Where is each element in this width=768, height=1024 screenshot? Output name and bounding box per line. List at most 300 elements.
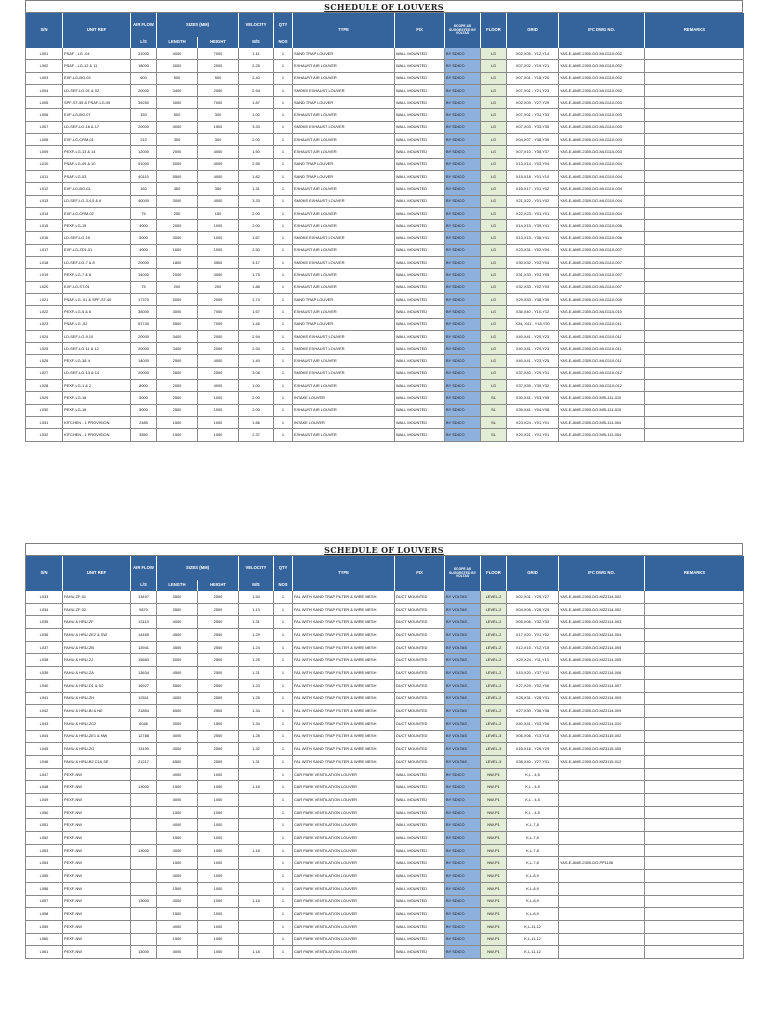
cell-air-flow: 75 [131,281,157,293]
cell-scope: BY SDICO [445,355,481,367]
cell-height: 7000 [198,97,239,109]
cell-grid: X40,X41 - Y20,Y23 [507,330,559,342]
cell-sn: L021 [26,293,63,305]
cell-scope: BY SDICO [445,318,481,330]
cell-unit-ref: PSAF-LG- 01 & SPF-ST-40 [63,293,131,305]
cell-fix: DUCT MOUNTED [395,717,445,730]
cell-height: 4000 [198,158,239,170]
cell-remarks [645,794,744,807]
cell-unit-ref: FAHU & HRU-ZE1 & NW [63,730,131,743]
cell-type: EXHAUST AIR LOUVER [293,207,395,219]
cell-grid: K,L-7,8 [507,832,559,845]
cell-ifc-dwg-no [559,794,645,807]
table-row [26,306,744,318]
cell-remarks [645,306,744,318]
cell-scope: BY SDICO [445,832,481,845]
cell-remarks [645,60,744,72]
cell-velocity: 1.67 [239,306,274,318]
table-row [26,293,744,305]
table-row [26,380,744,392]
cell-remarks [645,857,744,870]
louver-schedule-2 [25,543,743,959]
cell-length: 1500 [157,882,198,895]
cell-unit-ref: LD-SEF-LG-9,10 [63,330,131,342]
cell-fix: WALL MOUNTED [395,134,445,146]
cell-grid: X23,X31 - Y02,Y04 [507,244,559,256]
cell-air-flow: 160 [131,183,157,195]
cell-velocity: 1.88 [239,281,274,293]
cell-sn: L037 [26,641,63,654]
cell-scope: BY SDICO [445,882,481,895]
cell-height: 1000 [198,781,239,794]
cell-velocity: 1.67 [239,232,274,244]
cell-length: 5500 [157,170,198,182]
cell-air-flow: 13000 [131,895,157,908]
cell-sn: L012 [26,183,63,195]
cell-type: SAND TRAP LOUVER [293,293,395,305]
cell-unit-ref: LD-SEF-LG-7 & 8 [63,257,131,269]
cell-sn: L035 [26,616,63,629]
cell-remarks [645,603,744,616]
cell-velocity: 2.40 [239,72,274,84]
cell-velocity: 2.25 [239,60,274,72]
cell-ifc-dwg-no [559,870,645,883]
cell-velocity: 1.31 [239,183,274,195]
cell-ifc-dwg-no: YAS-E-AME-2300-DG-MLG110-004 [559,183,645,195]
cell-unit-ref: PEXF-LG-16 [63,404,131,416]
cell-air-flow: 20000 [131,343,157,355]
cell-type: EXHAUST AIR LOUVER [293,306,395,318]
cell-qty: 1 [274,603,293,616]
cell-length: 4000 [157,794,198,807]
cell-sn: L007 [26,121,63,133]
cell-remarks [645,146,744,158]
cell-length: 1600 [157,244,198,256]
cell-ifc-dwg-no: YAS-E-AME-2300-DG-MLG110-006 [559,220,645,232]
cell-remarks [645,367,744,379]
cell-height: 2500 [198,755,239,768]
table-row [26,244,744,256]
cell-velocity: 1.74 [239,293,274,305]
cell-type: EXHAUST AIR LOUVER [293,355,395,367]
cell-sn: L051 [26,819,63,832]
header-qty: QTY [274,556,293,580]
cell-air-flow [131,908,157,921]
cell-air-flow [131,819,157,832]
cell-unit-ref: LD-SEF-LG-3,4,5 & 6 [63,195,131,207]
cell-grid: X16,X16 - Y26,Y29 [507,743,559,756]
cell-sn: L044 [26,730,63,743]
cell-sn: L056 [26,882,63,895]
cell-air-flow: 2485 [131,416,157,428]
cell-floor: LEVEL-2 [481,692,507,705]
cell-grid: X21,X22 - Y01,Y02 [507,195,559,207]
cell-floor: LEVEL-2 [481,654,507,667]
cell-type: FAL WITH SAND TRAP FILTER & WIRE MESH [293,755,395,768]
cell-unit-ref: PEXF-NW [63,794,131,807]
cell-velocity: 2.00 [239,404,274,416]
cell-velocity: 1.25 [239,654,274,667]
cell-fix: WALL MOUNTED [395,220,445,232]
cell-sn: L046 [26,755,63,768]
header-fix: FIX [395,13,445,48]
cell-fix: WALL MOUNTED [395,806,445,819]
table-row [26,48,744,60]
cell-floor: LEVEL-3 [481,743,507,756]
cell-floor: NW-P1 [481,781,507,794]
cell-ifc-dwg-no [559,819,645,832]
cell-unit-ref: PEXF-NW [63,832,131,845]
cell-type: SAND TRAP LOUVER [293,318,395,330]
cell-unit-ref: PEXF-NW [63,946,131,959]
cell-unit-ref: PSAF - LG -04 [63,48,131,60]
cell-height: 2500 [198,705,239,718]
cell-fix: WALL MOUNTED [395,355,445,367]
cell-fix: WALL MOUNTED [395,343,445,355]
cell-remarks [645,72,744,84]
cell-ifc-dwg-no: YAS-E-AME-2300-DG-MLG110-011 [559,330,645,342]
cell-scope: BY VOLTAS [445,591,481,604]
cell-length: 3000 [157,232,198,244]
cell-unit-ref: PEXF-LG-15 [63,220,131,232]
cell-ifc-dwg-no [559,908,645,921]
cell-air-flow: 13497 [131,591,157,604]
cell-qty: 1 [274,367,293,379]
cell-height: 4000 [198,355,239,367]
cell-length: 1500 [157,806,198,819]
cell-fix: WALL MOUNTED [395,72,445,84]
cell-type: FAL WITH SAND TRAP FILTER & WIRE MESH [293,730,395,743]
cell-remarks [645,882,744,895]
cell-height: 300 [198,109,239,121]
table-row [26,616,744,629]
cell-ifc-dwg-no: YAS-E-AME-2300-DG-MLG110-004 [559,170,645,182]
cell-velocity: 2.00 [239,134,274,146]
table-row [26,705,744,718]
cell-scope: BY SDICO [445,380,481,392]
cell-ifc-dwg-no: YAS-E-AME-2300-DG-MLG110-011 [559,355,645,367]
cell-type: CAR PARK VENTILATION LOUVER [293,819,395,832]
header-ifc-dwg-no: IFC DWG NO. [559,556,645,591]
cell-height: 1000 [198,946,239,959]
cell-grid: X07,X01 - Y31,Y33 [507,109,559,121]
table-row [26,730,744,743]
cell-fix: WALL MOUNTED [395,392,445,404]
cell-grid: X32,X33 - Y02,Y03 [507,281,559,293]
cell-scope: BY VOLTAS [445,692,481,705]
table-row [26,603,744,616]
cell-type: FAL WITH SAND TRAP FILTER & WIRE MESH [293,717,395,730]
table-row [26,146,744,158]
cell-sn: L057 [26,895,63,908]
cell-velocity: 1.24 [239,641,274,654]
cell-grid: X40,X41 - Y03,Y06 [507,717,559,730]
cell-sn: L061 [26,946,63,959]
cell-sn: L034 [26,603,63,616]
cell-ifc-dwg-no: YAS-E-AME-2300-DG-MZ2114-005 [559,641,645,654]
cell-ifc-dwg-no: YAS-E-AME-2300-DG-MLG110-007 [559,244,645,256]
cell-remarks [645,220,744,232]
table-row [26,281,744,293]
cell-qty: 1 [274,220,293,232]
table-row [26,946,744,959]
cell-scope: BY SDICO [445,121,481,133]
cell-unit-ref: PEXF-NW [63,933,131,946]
cell-unit-ref: PEXF-NW [63,895,131,908]
cell-unit-ref: PSAF-LG -02 [63,318,131,330]
cell-scope: BY SDICO [445,870,481,883]
cell-unit-ref: FAHU & HRU-ZC2 [63,717,131,730]
cell-grid: X31,X33 - Y03,Y05 [507,269,559,281]
cell-remarks [645,933,744,946]
cell-floor: LG [481,306,507,318]
cell-air-flow [131,857,157,870]
cell-ifc-dwg-no: YAS-E-AME-2300-DG-MZ2114-006 [559,667,645,680]
cell-sn: L048 [26,781,63,794]
cell-remarks [645,392,744,404]
cell-air-flow: 35000 [131,306,157,318]
cell-height: 3500 [198,257,239,269]
cell-velocity [239,768,274,781]
cell-sn: L010 [26,158,63,170]
cell-air-flow [131,832,157,845]
cell-unit-ref: FAHU & HRU-B2,C1& SE [63,755,131,768]
cell-type: SAND TRAP LOUVER [293,97,395,109]
cell-ifc-dwg-no [559,933,645,946]
cell-height: 1500 [198,121,239,133]
table-row [26,895,744,908]
table-row [26,318,744,330]
cell-ifc-dwg-no [559,768,645,781]
cell-grid: K,L-8,9 [507,908,559,921]
cell-grid: X06,X06 - Y13,Y18 [507,730,559,743]
cell-type: FAL WITH SAND TRAP FILTER & WIRE MESH [293,654,395,667]
cell-remarks [645,667,744,680]
cell-grid: X02,X09 - Y27,Y29 [507,97,559,109]
cell-qty: 1 [274,806,293,819]
cell-remarks [645,806,744,819]
cell-velocity: 2.94 [239,330,274,342]
cell-length: 2000 [157,220,198,232]
cell-ifc-dwg-no: YAS-E-AME-2300-DG-MLG110-012 [559,367,645,379]
cell-velocity: 1.00 [239,380,274,392]
cell-sn: L004 [26,84,63,96]
cell-remarks [645,730,744,743]
cell-height: 4000 [198,269,239,281]
cell-height: 2000 [198,293,239,305]
cell-height: 200 [198,281,239,293]
cell-sn: L053 [26,844,63,857]
cell-grid: X02,X01 - Y25,Y27 [507,591,559,604]
cell-ifc-dwg-no [559,844,645,857]
cell-qty: 1 [274,355,293,367]
cell-air-flow: 600 [131,72,157,84]
table-row [26,195,744,207]
cell-scope: BY SDICO [445,60,481,72]
cell-sn: L058 [26,908,63,921]
cell-sn: L025 [26,343,63,355]
cell-velocity: 1.13 [239,603,274,616]
cell-height: 2000 [198,84,239,96]
cell-sn: L042 [26,705,63,718]
cell-height: 1000 [198,232,239,244]
cell-length: 5000 [157,654,198,667]
cell-qty: 1 [274,330,293,342]
cell-remarks [645,343,744,355]
cell-grid: K,L-8,9 [507,895,559,908]
cell-fix: DUCT MOUNTED [395,641,445,654]
cell-grid: X38,X40 - Y10-Y12 [507,306,559,318]
cell-unit-ref: LD-SEF-LG-15 [63,232,131,244]
cell-ifc-dwg-no: YAS-E-AME-2300-DG-MLG110-004 [559,207,645,219]
cell-height: 1000 [198,920,239,933]
cell-sn: L005 [26,97,63,109]
cell-length: 6500 [157,755,198,768]
cell-sn: L047 [26,768,63,781]
cell-fix: WALL MOUNTED [395,257,445,269]
cell-type: CAR PARK VENTILATION LOUVER [293,844,395,857]
cell-fix: WALL MOUNTED [395,195,445,207]
cell-sn: L019 [26,269,63,281]
header-qty-unit: NOS [274,580,293,591]
cell-scope: BY SDICO [445,895,481,908]
cell-ifc-dwg-no: YAS-E-AME-2300-DG-MLG110-004 [559,158,645,170]
cell-qty: 1 [274,207,293,219]
cell-air-flow [131,806,157,819]
table-row [26,134,744,146]
cell-unit-ref: PEXF-NW [63,768,131,781]
cell-air-flow: 21854 [131,705,157,718]
cell-remarks [645,170,744,182]
cell-velocity [239,933,274,946]
cell-air-flow: 4000 [131,220,157,232]
cell-floor: LG [481,60,507,72]
table-row [26,343,744,355]
table-row [26,60,744,72]
cell-unit-ref: LD-SEF-LG-16 & 17 [63,121,131,133]
cell-fix: WALL MOUNTED [395,908,445,921]
cell-sn: L003 [26,72,63,84]
cell-fix: WALL MOUNTED [395,281,445,293]
cell-air-flow: 13190 [131,743,157,756]
cell-scope: BY SDICO [445,933,481,946]
cell-remarks [645,908,744,921]
header-grid: GRID [507,13,559,48]
cell-length: 1500 [157,832,198,845]
cell-scope: BY SDICO [445,857,481,870]
cell-floor: NW-P1 [481,870,507,883]
cell-type: EXHAUST AIR LOUVER [293,281,395,293]
cell-remarks [645,244,744,256]
cell-remarks [645,48,744,60]
cell-length: 2000 [157,380,198,392]
header-remarks: REMARKS [645,13,744,48]
cell-fix: WALL MOUNTED [395,97,445,109]
cell-air-flow [131,933,157,946]
cell-scope: BY SDICO [445,244,481,256]
cell-type: EXHAUST AIR LOUVER [293,220,395,232]
cell-grid: X07,X02 - Y19,Y21 [507,60,559,72]
cell-floor: LG [481,257,507,269]
cell-remarks [645,380,744,392]
cell-floor: SL [481,392,507,404]
cell-air-flow: 5000 [131,392,157,404]
cell-fix: DUCT MOUNTED [395,755,445,768]
cell-air-flow: 210 [131,134,157,146]
cell-length: 1800 [157,257,198,269]
cell-scope: BY SDICO [445,367,481,379]
cell-floor: LG [481,367,507,379]
cell-sn: L008 [26,134,63,146]
cell-unit-ref: EXF-LG-ZD1-01 [63,244,131,256]
header-floor: FLOOR [481,556,507,591]
cell-velocity: 1.45 [239,318,274,330]
cell-length: 1500 [157,781,198,794]
cell-type: FAL WITH SAND TRAP FILTER & WIRE MESH [293,705,395,718]
cell-floor: LG [481,293,507,305]
cell-ifc-dwg-no: YAS-E-AME-2300-DG-MLG110-003 [559,146,645,158]
cell-floor: LG [481,170,507,182]
cell-velocity [239,819,274,832]
cell-height: 1000 [198,819,239,832]
cell-type: EXHAUST AIR LOUVER [293,60,395,72]
cell-type: CAR PARK VENTILATION LOUVER [293,933,395,946]
cell-fix: WALL MOUNTED [395,933,445,946]
cell-grid: X27,X30 - Y38,Y38 [507,705,559,718]
cell-fix: WALL MOUNTED [395,293,445,305]
cell-height: 1000 [198,404,239,416]
cell-floor: NW-P1 [481,908,507,921]
cell-air-flow: 75 [131,207,157,219]
cell-type: CAR PARK VENTILATION LOUVER [293,806,395,819]
cell-height: 1000 [198,870,239,883]
cell-length: 3000 [157,306,198,318]
cell-unit-ref: FAHU & HRU-ZJ [63,654,131,667]
cell-remarks [645,257,744,269]
cell-velocity: 1.34 [239,705,274,718]
cell-height: 2000 [198,330,239,342]
cell-height: 2500 [198,679,239,692]
cell-fix: WALL MOUNTED [395,207,445,219]
cell-ifc-dwg-no: YAS-E-AME-2300-DG-MSL111-010 [559,404,645,416]
cell-qty: 1 [274,641,293,654]
table-row [26,591,744,604]
cell-remarks [645,183,744,195]
cell-qty: 1 [274,232,293,244]
cell-scope: BY SDICO [445,293,481,305]
cell-fix: DUCT MOUNTED [395,692,445,705]
cell-sn: L059 [26,920,63,933]
cell-scope: BY SDICO [445,844,481,857]
cell-velocity: 1.32 [239,743,274,756]
cell-sn: L018 [26,257,63,269]
cell-ifc-dwg-no [559,946,645,959]
cell-ifc-dwg-no [559,806,645,819]
cell-air-flow: 9870 [131,603,157,616]
cell-length: 4000 [157,920,198,933]
cell-ifc-dwg-no: YAS-E-AME-2300-DG-MZ3115-002 [559,730,645,743]
cell-height: 1000 [198,244,239,256]
cell-remarks [645,755,744,768]
cell-unit-ref: FAHU & HRU-ZE2 & SW [63,629,131,642]
cell-fix: WALL MOUNTED [395,380,445,392]
cell-ifc-dwg-no [559,920,645,933]
cell-length: 3000 [157,60,198,72]
cell-unit-ref: PEXF-NW [63,920,131,933]
cell-fix: WALL MOUNTED [395,794,445,807]
cell-air-flow: 51740 [131,318,157,330]
cell-length: 500 [157,109,198,121]
